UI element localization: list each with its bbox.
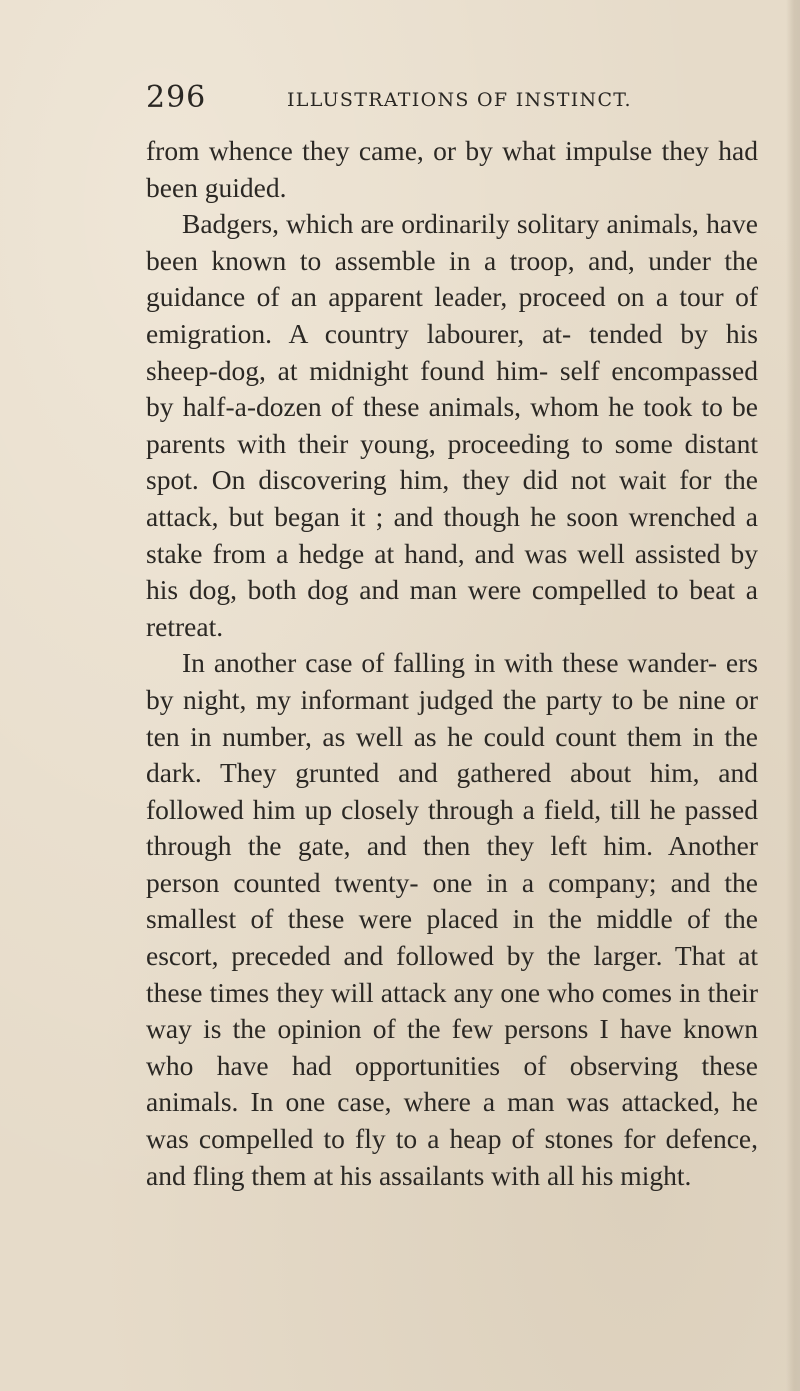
page-number: 296 xyxy=(146,80,207,115)
paragraph-wanderers: In another case of falling in with these wander- ers by night, my informant judged the party to be nine or ten in number, as well as he could count them in the dark. They grunted and gathered about him, and followed him up closely through a field, till he passed through the gate, and then they left him. Another person counted twenty- one in a company; and the smallest of these were placed in the middle of the escort, preceded and followed by the larger. That at these times they will attack any one who comes in their way is the opinion of the few persons I have known who have had opportunities of observing these animals. In one case, where a man was attacked, he was compelled to fly to a heap of stones for defence, and fling them at his assailants with all his might. xyxy=(146,647,758,1191)
page-header xyxy=(146,80,758,120)
running-head: ILLUSTRATIONS OF INSTINCT. xyxy=(287,89,632,111)
body-text xyxy=(146,133,758,1194)
paragraph-continuation: from whence they came, or by what impulse they had been guided. xyxy=(146,135,758,203)
paragraph-badgers: Badgers, which are ordinarily solitary animals, have been known to assemble in a troop, and, under the guidance of an apparent leader, proceed on a tour of emigration. A country labourer, at- tended by his sheep-dog, at midnight found him- self encompassed by half-a-dozen of these animals, whom he took to be parents with their young, proceeding to some distant spot. On discovering him, they did not wait for the attack, but began it ; and though he soon wrenched a stake from a hedge at hand, and was well assisted by his dog, both dog and man were compelled to beat a retreat. xyxy=(146,208,758,642)
page-edge-shadow xyxy=(786,0,800,1391)
